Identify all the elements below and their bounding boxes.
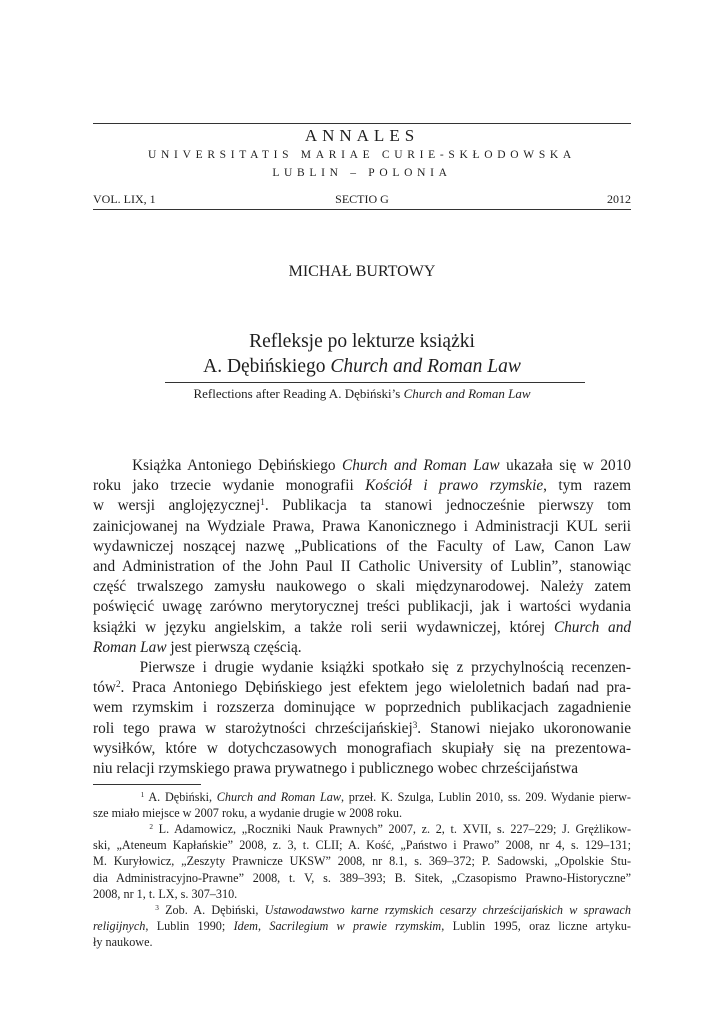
text-run: ,	[257, 918, 270, 933]
text-run: , tym razem	[543, 477, 631, 495]
text-run: dia Administracyjno-Prawne” 2008, t. V, s. 389–393; B. Sitek, „Czasopismo Prawno-Historyczne”	[93, 870, 631, 885]
italic-text: Kościół i prawo rzymskie	[365, 477, 544, 495]
text-run: poświęcić uwagę zarówno merytorycznej treści publikacji, jak i wartości wydania	[93, 598, 631, 616]
publication-year: 2012	[607, 192, 631, 206]
volume-number: VOL. LIX, 1	[93, 192, 156, 206]
section-label: SECTIO G	[335, 192, 389, 206]
footnote-line	[93, 821, 631, 837]
text-run: Zob. A. Dębiński,	[158, 902, 265, 917]
italic-text: Ustawodawstwo karne rzymskich cesarzy chrześcijańskich w sprawach	[264, 902, 631, 917]
body-line	[93, 558, 631, 576]
footnote-marker: 3	[412, 719, 418, 730]
text-run: w wersji anglojęzycznej	[93, 497, 261, 515]
text-run: część trwalszego zamysłu naukowego o skali międzynarodowej. Należy zatem	[93, 578, 631, 596]
footnote-marker: 2	[149, 822, 154, 832]
text-run: , Lublin 1995, oraz liczne artyku-	[441, 918, 631, 933]
italic-text: Sacrilegium w prawie rzymskim	[269, 918, 442, 933]
text-run: , Lublin 1990;	[145, 918, 234, 933]
body-line	[93, 639, 631, 657]
footnote-line	[93, 837, 631, 853]
text-run: wysiłków, które w dotychczasowych monografiach skupiały się na prezentowa-	[93, 739, 631, 757]
title-plain-part: A. Dębińskiego	[203, 356, 331, 377]
body-line	[93, 518, 631, 536]
body-line	[93, 598, 631, 616]
text-run: A. Dębiński,	[144, 790, 217, 804]
footnote-line	[93, 886, 631, 902]
title-book-name: Church and Roman Law	[330, 356, 521, 377]
text-run	[93, 903, 155, 917]
text-run: wydawniczej noszącej nazwę „Publications of the Faculty of Law, Canon Law	[93, 537, 631, 555]
footnote-marker: 1	[260, 497, 265, 508]
text-run: , przeł. K. Szulga, Lublin 2010, ss. 209. Wydanie pierw-	[341, 790, 631, 804]
footnote-line	[93, 918, 631, 934]
italic-text: Church and Roman Law	[216, 790, 341, 804]
article-title	[93, 329, 631, 379]
body-line	[93, 578, 631, 596]
subtitle-plain-part: Reflections after Reading A. Dębiński’s	[193, 386, 404, 401]
italic-text: religijnych	[93, 918, 146, 933]
body-line	[93, 457, 631, 475]
title-rule	[165, 382, 585, 383]
footnote-line	[93, 870, 631, 886]
text-run: Książka Antoniego Dębińskiego	[93, 457, 343, 474]
text-run: 2008, nr 1, t. LX, s. 307–310.	[93, 886, 238, 901]
footnote-line	[93, 805, 631, 821]
body-line	[93, 699, 631, 717]
english-subtitle	[93, 386, 631, 402]
university-name: UNIVERSITATIS MARIAE CURIE-SKŁODOWSKA	[148, 149, 576, 161]
text-run: zainicjowanej na Wydziale Prawa, Prawa Kanonicznego i Administracji KUL serii	[93, 517, 631, 535]
body-line	[93, 477, 631, 495]
text-run: wem rzymskim i rozszerza dominujące w poprzednich publikacjach zagadnienie	[93, 699, 631, 717]
journal-name: ANNALES	[304, 126, 420, 145]
body-line	[93, 679, 631, 697]
footnote-rule	[93, 784, 201, 785]
text-run	[93, 790, 141, 804]
subtitle-book-name: Church and Roman Law	[403, 386, 531, 401]
footnote-line	[93, 902, 631, 918]
text-run: . Publikacja ta stanowi jednocześnie pierwszy tom	[264, 497, 631, 515]
body-line	[93, 497, 631, 515]
text-run: roli tego prawa w starożytności chrześcijańskiej	[93, 719, 413, 737]
italic-text: Roman Law	[93, 638, 167, 656]
footnote-line	[93, 934, 631, 950]
text-run: niu relacji rzymskiego prawa prywatnego i publicznego wobec chrześcijaństwa	[93, 760, 579, 777]
italic-text: Church and	[553, 618, 632, 636]
italic-text: Idem	[233, 918, 258, 933]
body-line	[93, 659, 631, 677]
header-top-rule	[93, 123, 631, 124]
text-run: jest pierwszą częścią.	[166, 638, 302, 656]
title-line-2	[93, 354, 631, 379]
title-line-1: Refleksje po lekturze książki	[249, 331, 475, 352]
footnote-line	[93, 789, 631, 805]
footnote-marker: 2	[115, 679, 121, 690]
body-line	[93, 760, 631, 778]
text-run: sze miało miejsce w 2007 roku, a wydanie drugie w 2008 roku.	[93, 806, 403, 821]
text-run: tów	[93, 679, 116, 697]
italic-text: Church and Roman Law	[342, 457, 500, 474]
author-name: MICHAŁ BURTOWY	[288, 263, 436, 280]
text-run: L. Adamowicz, „Roczniki Nauk Prawnych” 2007, z. 2, t. XVII, s. 227–229; J. Grężlikow-	[153, 822, 631, 837]
text-run: roku jako trzecie wydanie monografii	[93, 477, 366, 495]
text-run: ukazała się w 2010	[499, 457, 631, 474]
text-run: ski, „Ateneum Kapłańskie” 2008, z. 3, t. CLII; A. Kość, „Państwo i Prawo” 2008, nr 4, s. 129–131;	[93, 838, 631, 853]
footnote-line	[93, 853, 631, 869]
text-run: and Administration of the John Paul II Catholic University of Lublin”, stanowiąc	[93, 558, 631, 575]
text-run: ły naukowe.	[93, 934, 153, 949]
body-line	[93, 538, 631, 556]
text-run: książki w języku angielskim, a także roli serii wydawniczej, której	[93, 618, 554, 636]
body-line	[93, 720, 631, 738]
city-name: LUBLIN – POLONIA	[272, 167, 452, 179]
text-run: . Praca Antoniego Dębińskiego jest efektem jego wieloletnich badań nad pra-	[120, 679, 631, 697]
body-line	[93, 619, 631, 637]
footnote-marker: 1	[140, 789, 145, 799]
footnote-marker: 3	[155, 902, 159, 912]
text-run: M. Kuryłowicz, „Zeszyty Prawnicze UKSW” 2008, nr 8.1, s. 369–372; P. Sadowski, „Opolskie Stu-	[93, 854, 631, 869]
text-run: Pierwsze i drugie wydanie książki spotkało się z przychylnością recenzen-	[93, 659, 631, 676]
header-bottom-rule	[93, 209, 631, 210]
body-line	[93, 740, 631, 758]
text-run: . Stanowi niejako ukoronowanie	[417, 719, 631, 737]
text-run	[93, 822, 149, 836]
